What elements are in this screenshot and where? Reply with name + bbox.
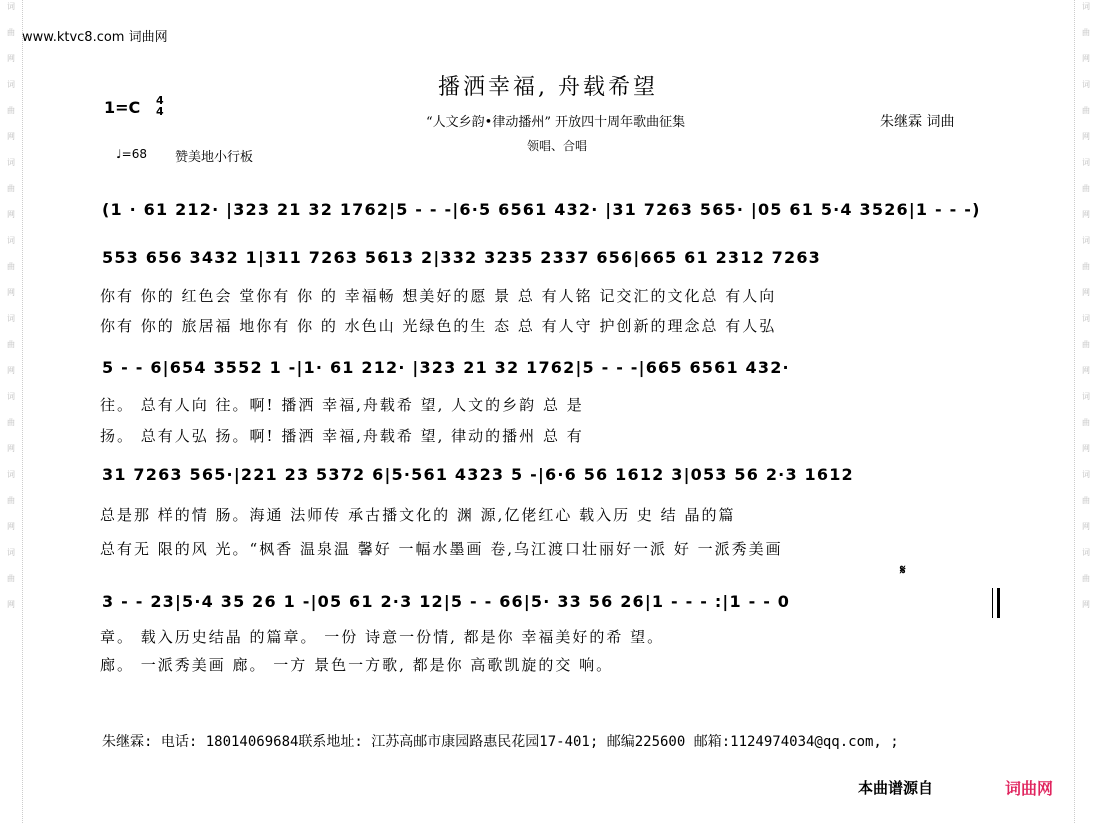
watermark-glyph: 曲 [6, 106, 16, 114]
watermark-glyph: 曲 [6, 184, 16, 192]
watermark-glyph: 网 [6, 132, 16, 140]
watermark-glyph: 曲 [1081, 340, 1091, 348]
lyric-line-4b: 总有无 限的风 光。“枫香 温泉温 馨好 一幅水墨画 卷,乌江渡口壮丽好一派 好 一派秀美画 [100, 540, 783, 558]
watermark-glyph: 网 [6, 366, 16, 374]
watermark-glyph: 网 [1081, 210, 1091, 218]
right-watermark-border [1074, 0, 1097, 823]
watermark-glyph: 网 [1081, 600, 1091, 608]
watermark-glyph: 网 [1081, 522, 1091, 530]
watermark-glyph: 曲 [6, 28, 16, 36]
lyric-line-5b: 廊。 一派秀美画 廊。 一方 景色一方歌, 都是你 高歌凯旋的交 响。 [100, 656, 614, 674]
score-line-4: 31 7263 565·|221 23 5372 6|5·561 4323 5 -|6·6 56 1612 3|053 56 2·3 1612 [102, 465, 854, 484]
song-title: 播洒幸福, 舟载希望 [438, 75, 658, 100]
watermark-glyph: 网 [1081, 366, 1091, 374]
watermark-glyph: 网 [6, 288, 16, 296]
watermark-glyph: 曲 [1081, 418, 1091, 426]
watermark-glyph: 词 [6, 314, 16, 322]
performance-note: 领唱、合唱 [527, 139, 588, 153]
subtitle: “人文乡韵•律动播州” 开放四十周年歌曲征集 [426, 115, 686, 130]
tempo-text: 赞美地小行板 [175, 150, 254, 165]
watermark-glyph: 曲 [6, 496, 16, 504]
lyric-line-2a: 你有 你的 红色会 堂你有 你 的 幸福畅 想美好的愿 景 总 有人铭 记交汇的文化总 有人向 [100, 287, 777, 305]
source-label: 本曲谱源自 [858, 779, 934, 797]
lyric-line-2b: 你有 你的 旅居福 地你有 你 的 水色山 光绿色的生 态 总 有人守 护创新的理念总 有人弘 [100, 317, 777, 335]
score-line-2: 553 656 3432 1|311 7263 5613 2|332 3235 2337 656|665 61 2312 7263 [102, 248, 822, 267]
watermark-glyph: 曲 [1081, 106, 1091, 114]
watermark-glyph: 曲 [1081, 496, 1091, 504]
watermark-glyph: 词 [6, 80, 16, 88]
site-url[interactable]: www.ktvc8.com 词曲网 [22, 30, 168, 45]
watermark-glyph: 网 [1081, 288, 1091, 296]
watermark-glyph: 网 [6, 444, 16, 452]
watermark-glyph: 词 [1081, 158, 1091, 166]
watermark-glyph: 词 [1081, 470, 1091, 478]
lyric-line-5a: 章。 载入历史结晶 的篇章。 一份 诗意一份情, 都是你 幸福美好的希 望。 [100, 628, 665, 646]
contact-info: 朱继霖: 电话: 18014069684联系地址: 江苏高邮市康园路惠民花园17-401; 邮编225600 邮箱:1124974034@qq.com, ; [102, 734, 899, 750]
watermark-glyph: 词 [1081, 236, 1091, 244]
watermark-glyph: 网 [6, 522, 16, 530]
watermark-glyph: 网 [6, 54, 16, 62]
watermark-glyph: 词 [1081, 548, 1091, 556]
left-watermark-border [0, 0, 23, 823]
watermark-glyph: 曲 [6, 262, 16, 270]
watermark-glyph: 曲 [6, 574, 16, 582]
watermark-glyph: 词 [1081, 80, 1091, 88]
time-sig-top: 4 [156, 94, 164, 107]
watermark-glyph: 网 [1081, 132, 1091, 140]
final-double-barline [992, 588, 1000, 618]
score-line-3: 5 - - 6|654 3552 1 -|1· 61 212· |323 21 32 1762|5 - - -|665 6561 432· [102, 358, 790, 377]
tempo-marking: ♩=68 [116, 147, 147, 161]
author-credit: 朱继霖 词曲 [880, 114, 955, 130]
watermark-glyph: 词 [6, 548, 16, 556]
watermark-glyph: 网 [6, 600, 16, 608]
lyric-line-3a: 往。 总有人向 往。啊! 播洒 幸福,舟载希 望, 人文的乡韵 总 是 [100, 396, 584, 414]
watermark-glyph: 词 [6, 2, 16, 10]
watermark-glyph: 曲 [1081, 262, 1091, 270]
watermark-glyph: 曲 [6, 418, 16, 426]
watermark-glyph: 网 [6, 210, 16, 218]
watermark-glyph: 词 [6, 392, 16, 400]
watermark-glyph: 曲 [1081, 574, 1091, 582]
watermark-glyph: 词 [1081, 314, 1091, 322]
watermark-glyph: 词 [1081, 392, 1091, 400]
watermark-glyph: 曲 [1081, 28, 1091, 36]
watermark-glyph: 词 [6, 158, 16, 166]
score-line-1: (1 · 61 212· |323 21 32 1762|5 - - -|6·5 6561 432· |31 7263 565· |05 61 5·4 3526|1 - - -) [102, 200, 981, 219]
time-sig-bottom: 4 [156, 105, 164, 118]
lyric-line-4a: 总是那 样的情 肠。海通 法师传 承古播文化的 渊 源,亿佬红心 载入历 史 结 晶的篇 [100, 506, 736, 524]
watermark-glyph: 网 [1081, 444, 1091, 452]
watermark-glyph: 曲 [6, 340, 16, 348]
watermark-glyph: 词 [6, 236, 16, 244]
watermark-glyph: 曲 [1081, 184, 1091, 192]
segno-sign: 𝄋 [900, 563, 906, 578]
score-line-5: 3 - - 23|5·4 35 26 1 -|05 61 2·3 12|5 - - 66|5· 33 56 26|1 - - - :|1 - - 0 [102, 592, 791, 611]
time-signature [156, 95, 164, 117]
watermark-glyph: 网 [1081, 54, 1091, 62]
brand-logo-text[interactable]: 词曲网 [1005, 779, 1054, 798]
watermark-glyph: 词 [6, 470, 16, 478]
lyric-line-3b: 扬。 总有人弘 扬。啊! 播洒 幸福,舟载希 望, 律动的播州 总 有 [100, 427, 584, 445]
watermark-glyph: 词 [1081, 2, 1091, 10]
key-signature: 1=C [104, 98, 141, 117]
